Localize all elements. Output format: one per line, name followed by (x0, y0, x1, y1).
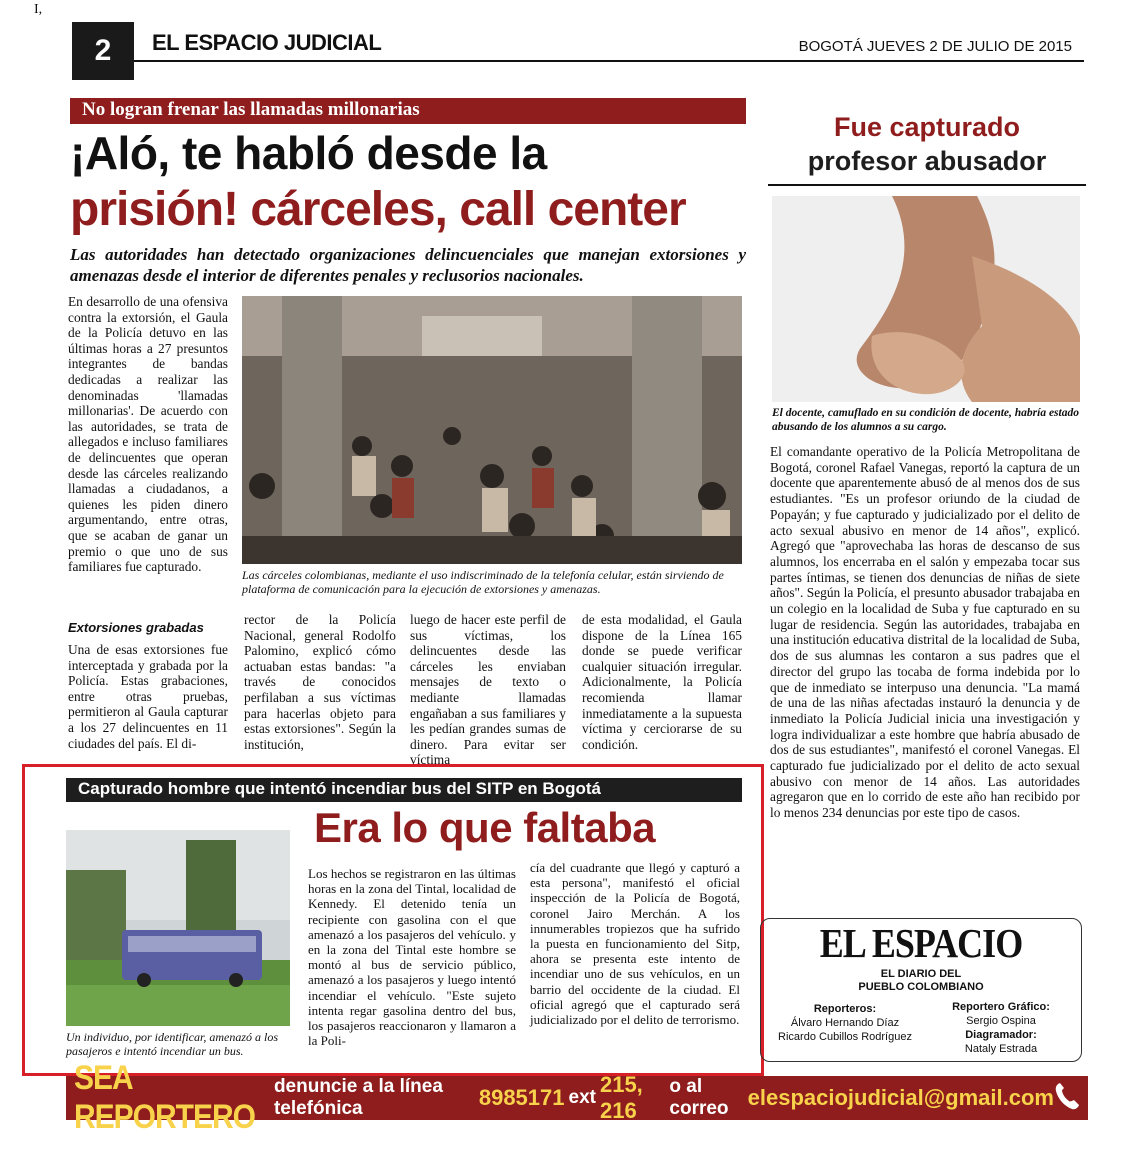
photographer-label: Reportero Gráfico: (952, 1001, 1050, 1013)
side-headline-line2: profesor abusador (807, 146, 1047, 176)
footer-email: elespaciojudicial@gmail.com (747, 1085, 1054, 1110)
bus-photo (66, 830, 290, 1026)
footer-text-1: denuncie a la línea telefónica (273, 1076, 443, 1119)
main-column-1: En desarrollo de una ofensiva contra la extorsión, el Gaula de la Policía detuvo en las últimas horas a 27 presuntos integrantes de bandas dedicadas a realizar las denominadas 'llamadas millonarias'. De acuerdo con las autoridades, se trata de allegados e incluso familiares de delincuentes que operan desde las cárceles realizando llamadas a ciudadanos, a quienes les piden dinero argumentando, entre otras, que se acaban de ganar un premio o que uno de sus familiares fue capturado. (68, 294, 228, 575)
box-column-2: cía del cuadrante que llegó y capturó a esta persona", manifestó el oficial inspección de la Policía de Bogotá, coronel Jairo Merchán. A los innumerables tropiezos que ha sufrido la puesta en funcionamiento del Sitp, ahora se presenta este intento de incendiar uno de sus vehículos, en un barrio del occidente de la ciudad. El oficial agregó que el capturado será judicializado por el delito de terrorismo. (530, 860, 740, 1028)
side-divider (768, 184, 1086, 186)
layout-label: Diagramador: (965, 1029, 1037, 1041)
bus-image (66, 830, 290, 1026)
masthead-subtitle-line2: PUEBLO COLOMBIANO (858, 981, 984, 993)
main-lede: Las autoridades han detectado organizaciones delincuenciales que manejan extorsiones y amenazas desde el interior de diferentes penales y reclusorios nacionales. (70, 245, 746, 285)
main-column-1b: Una de esas extorsiones fue interceptada y grabada por la Policía. Estas grabaciones, entre otras pruebas, permitieron al Gaula capturar a los 27 delincuentes en 11 ciudades del país. El di- (68, 642, 228, 751)
footer-phone: 8985171 (478, 1085, 565, 1110)
reporter-2: Ricardo Cubillos Rodríguez (778, 1031, 912, 1043)
side-photo-caption: El docente, camuflado en su condición de docente, habría estado abusando de los alumnos a su cargo. (772, 407, 1079, 433)
masthead-subtitle-line1: EL DIARIO DEL (880, 968, 962, 980)
phone-icon (1054, 1081, 1080, 1116)
hands-photo (772, 196, 1080, 402)
section-title: EL ESPACIO JUDICIAL (152, 30, 382, 55)
prison-crowd-image (242, 296, 742, 564)
masthead-title: EL ESPACIO (819, 920, 1023, 966)
footer-text-3: o al correo (669, 1076, 729, 1119)
page-number: 2 (72, 22, 134, 80)
corner-mark: I, (34, 2, 43, 17)
side-headline-line1: Fue capturado (833, 112, 1021, 142)
main-column-4: de esta modalidad, el Gaula dispone de la Línea 165 donde se puede verificar cualquier situación irregular. Adicionalmente, la Policía recomienda llamar inmediatamente a la supuesta víctima y cerciorarse de su condición. (582, 612, 742, 752)
main-headline-line2: prisión! cárceles, call center (70, 183, 686, 236)
main-photo-caption: Las cárceles colombianas, mediante el uso indiscriminado de la telefonía celular, están sirviendo de plataforma de comunicación para la ejecución de extorsiones y amenazas. (242, 568, 724, 596)
main-kicker: No logran frenar las llamadas millonarias (70, 98, 746, 124)
footer-text-2: ext (568, 1087, 596, 1108)
issue-date: BOGOTÁ JUEVES 2 DE JULIO DE 2015 (798, 38, 1072, 55)
main-column-3: luego de hacer este perfil de sus víctimas, los delincuentes desde las cárceles les enviaban mensajes de texto o mediante llamadas engañaban a sus familiares y les pedían grandes sumas de dinero. Para evitar ser víctima (410, 612, 566, 768)
reporter-1: Álvaro Hernando Díaz (790, 1017, 900, 1029)
box-headline: Era lo que faltaba (314, 804, 656, 851)
footer-ext: 215, 216 (599, 1072, 643, 1123)
masthead-subtitle (760, 968, 1082, 994)
reporters-block (770, 1002, 920, 1044)
layout-name: Nataly Estrada (964, 1043, 1038, 1055)
footer-label: SEA REPORTERO (74, 1058, 256, 1136)
footer-banner (66, 1058, 1088, 1136)
main-subhead: Extorsiones grabadas (68, 620, 204, 635)
side-body: El comandante operativo de la Policía Metropolitana de Bogotá, coronel Rafael Vanegas, reportó la captura de un docente que aparentemente abusó de al menos dos de sus estudiantes. "Es un profesor oriundo de la ciudad de Popayán; y fue capturado y judicializado por el delito de acto sexual abusivo en menor de 14 años", explicó. Agregó que "aprovechaba las horas de descanso de sus alumnos, los encerraba en el salón y empezaba tocar sus partes íntimas, se tienen dos denuncias de niñas de siete años". Según la Policía, el presunto abusador trabajaba en un colegio en la localidad de Suba y fue capturado en su lugar de residencia. Según las autoridades, trabajaba en una institución educativa distrital de la localidad de Suba, dos de sus alumnas les contaron a sus padres que el director del grupo las tocaba de forma indebida por lo que de inmediato se interpuso una denuncia. "La mamá de una de las niñas afectadas instauró la denuncia y de inmediato la Policía Judicial inicia una investigación y logra individualizar a este hombre que habría abusado de dos de sus estudiantes", manifestó el coronel Vanegas. El capturado fue judicializado por el delito de acto sexual abusivo con menor de 14 años. Las autoridades agregaron que en lo corrido de este año han recibido por lo menos 234 denuncias por este tipo de casos. (770, 444, 1080, 821)
box-column-1: Los hechos se registraron en las últimas horas en la zona del Tintal, localidad de Kennedy. El detenido tenía un recipiente con gasolina con el que amenazó a los pasajeros del vehículo. y en la zona del Tintal este hombre se montó al bus de servicio público, amenazó a los pasajeros y luego intentó incendiar el vehículo. "Este sujeto intenta regar gasolina dentro del bus, los pasajeros reaccionaron y llamaron a la Poli- (308, 866, 516, 1049)
bus-photo-caption: Un individuo, por identificar, amenazó a los pasajeros e intentó incendiar un bus. (66, 1030, 278, 1058)
box-kicker: Capturado hombre que intentó incendiar bus del SITP en Bogotá (66, 778, 742, 802)
prison-photo (242, 296, 742, 564)
hands-image (772, 196, 1080, 402)
photo-layout-block (926, 1000, 1076, 1056)
main-column-2: rector de la Policía Nacional, general Rodolfo Palomino, explicó cómo actuaban estas bandas: "a través de conocidos perfilaban a sus víctimas para hacerlas objeto para estas extorsiones". Según la institución, (244, 612, 396, 752)
reporters-label: Reporteros: (813, 1003, 877, 1015)
main-headline-line1: ¡Aló, te habló desde la (70, 127, 547, 179)
photographer-name: Sergio Ospina (966, 1015, 1036, 1027)
